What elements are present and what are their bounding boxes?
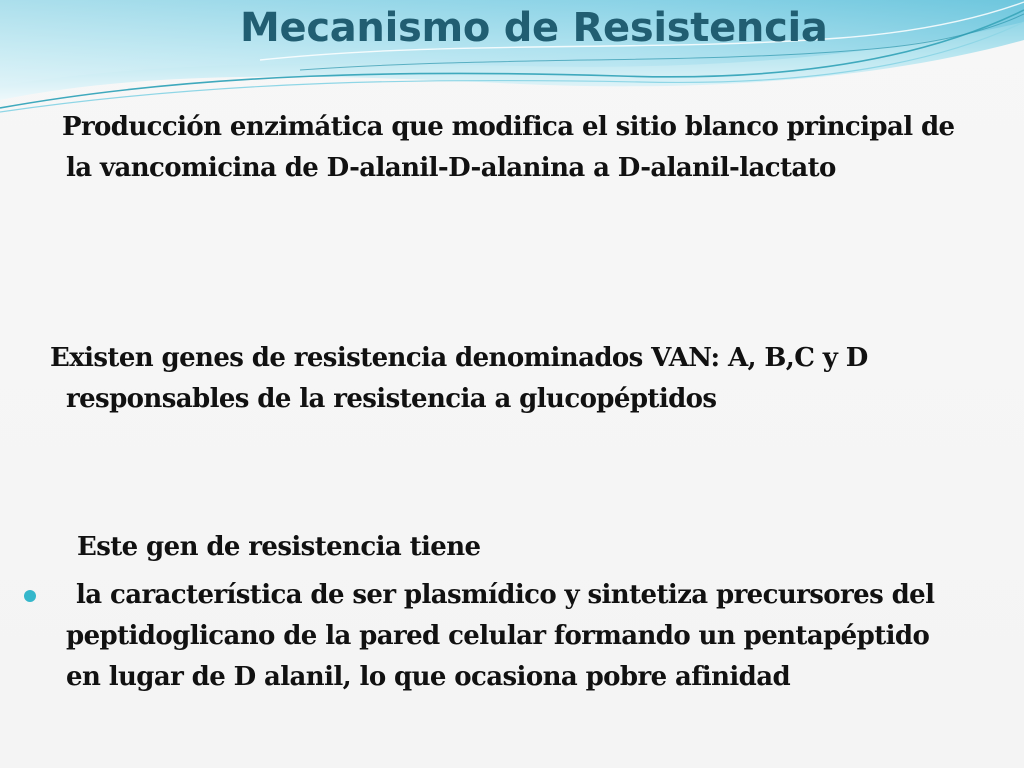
paragraph-van-genes: Existen genes de resistencia denominados VAN: A, B,C y D responsables de la resistencia a glucopéptidos [50, 343, 868, 414]
bullet-dot-icon [24, 590, 36, 602]
slide-title: Mecanismo de Resistencia [240, 5, 828, 51]
paragraph-enzymatic-production: Producción enzimática que modifica el sitio blanco principal de la vancomicina de D-alanil-D-alanina a D-alanil-lactato [62, 112, 955, 183]
bullet-text-plasmid: la característica de ser plasmídico y sintetiza precursores del peptidoglicano de la pared celular formando un pentapéptido en lugar de D alanil, lo que ocasiona pobre afinidad [66, 580, 935, 692]
paragraph-gene-intro: Este gen de resistencia tiene [77, 532, 481, 562]
